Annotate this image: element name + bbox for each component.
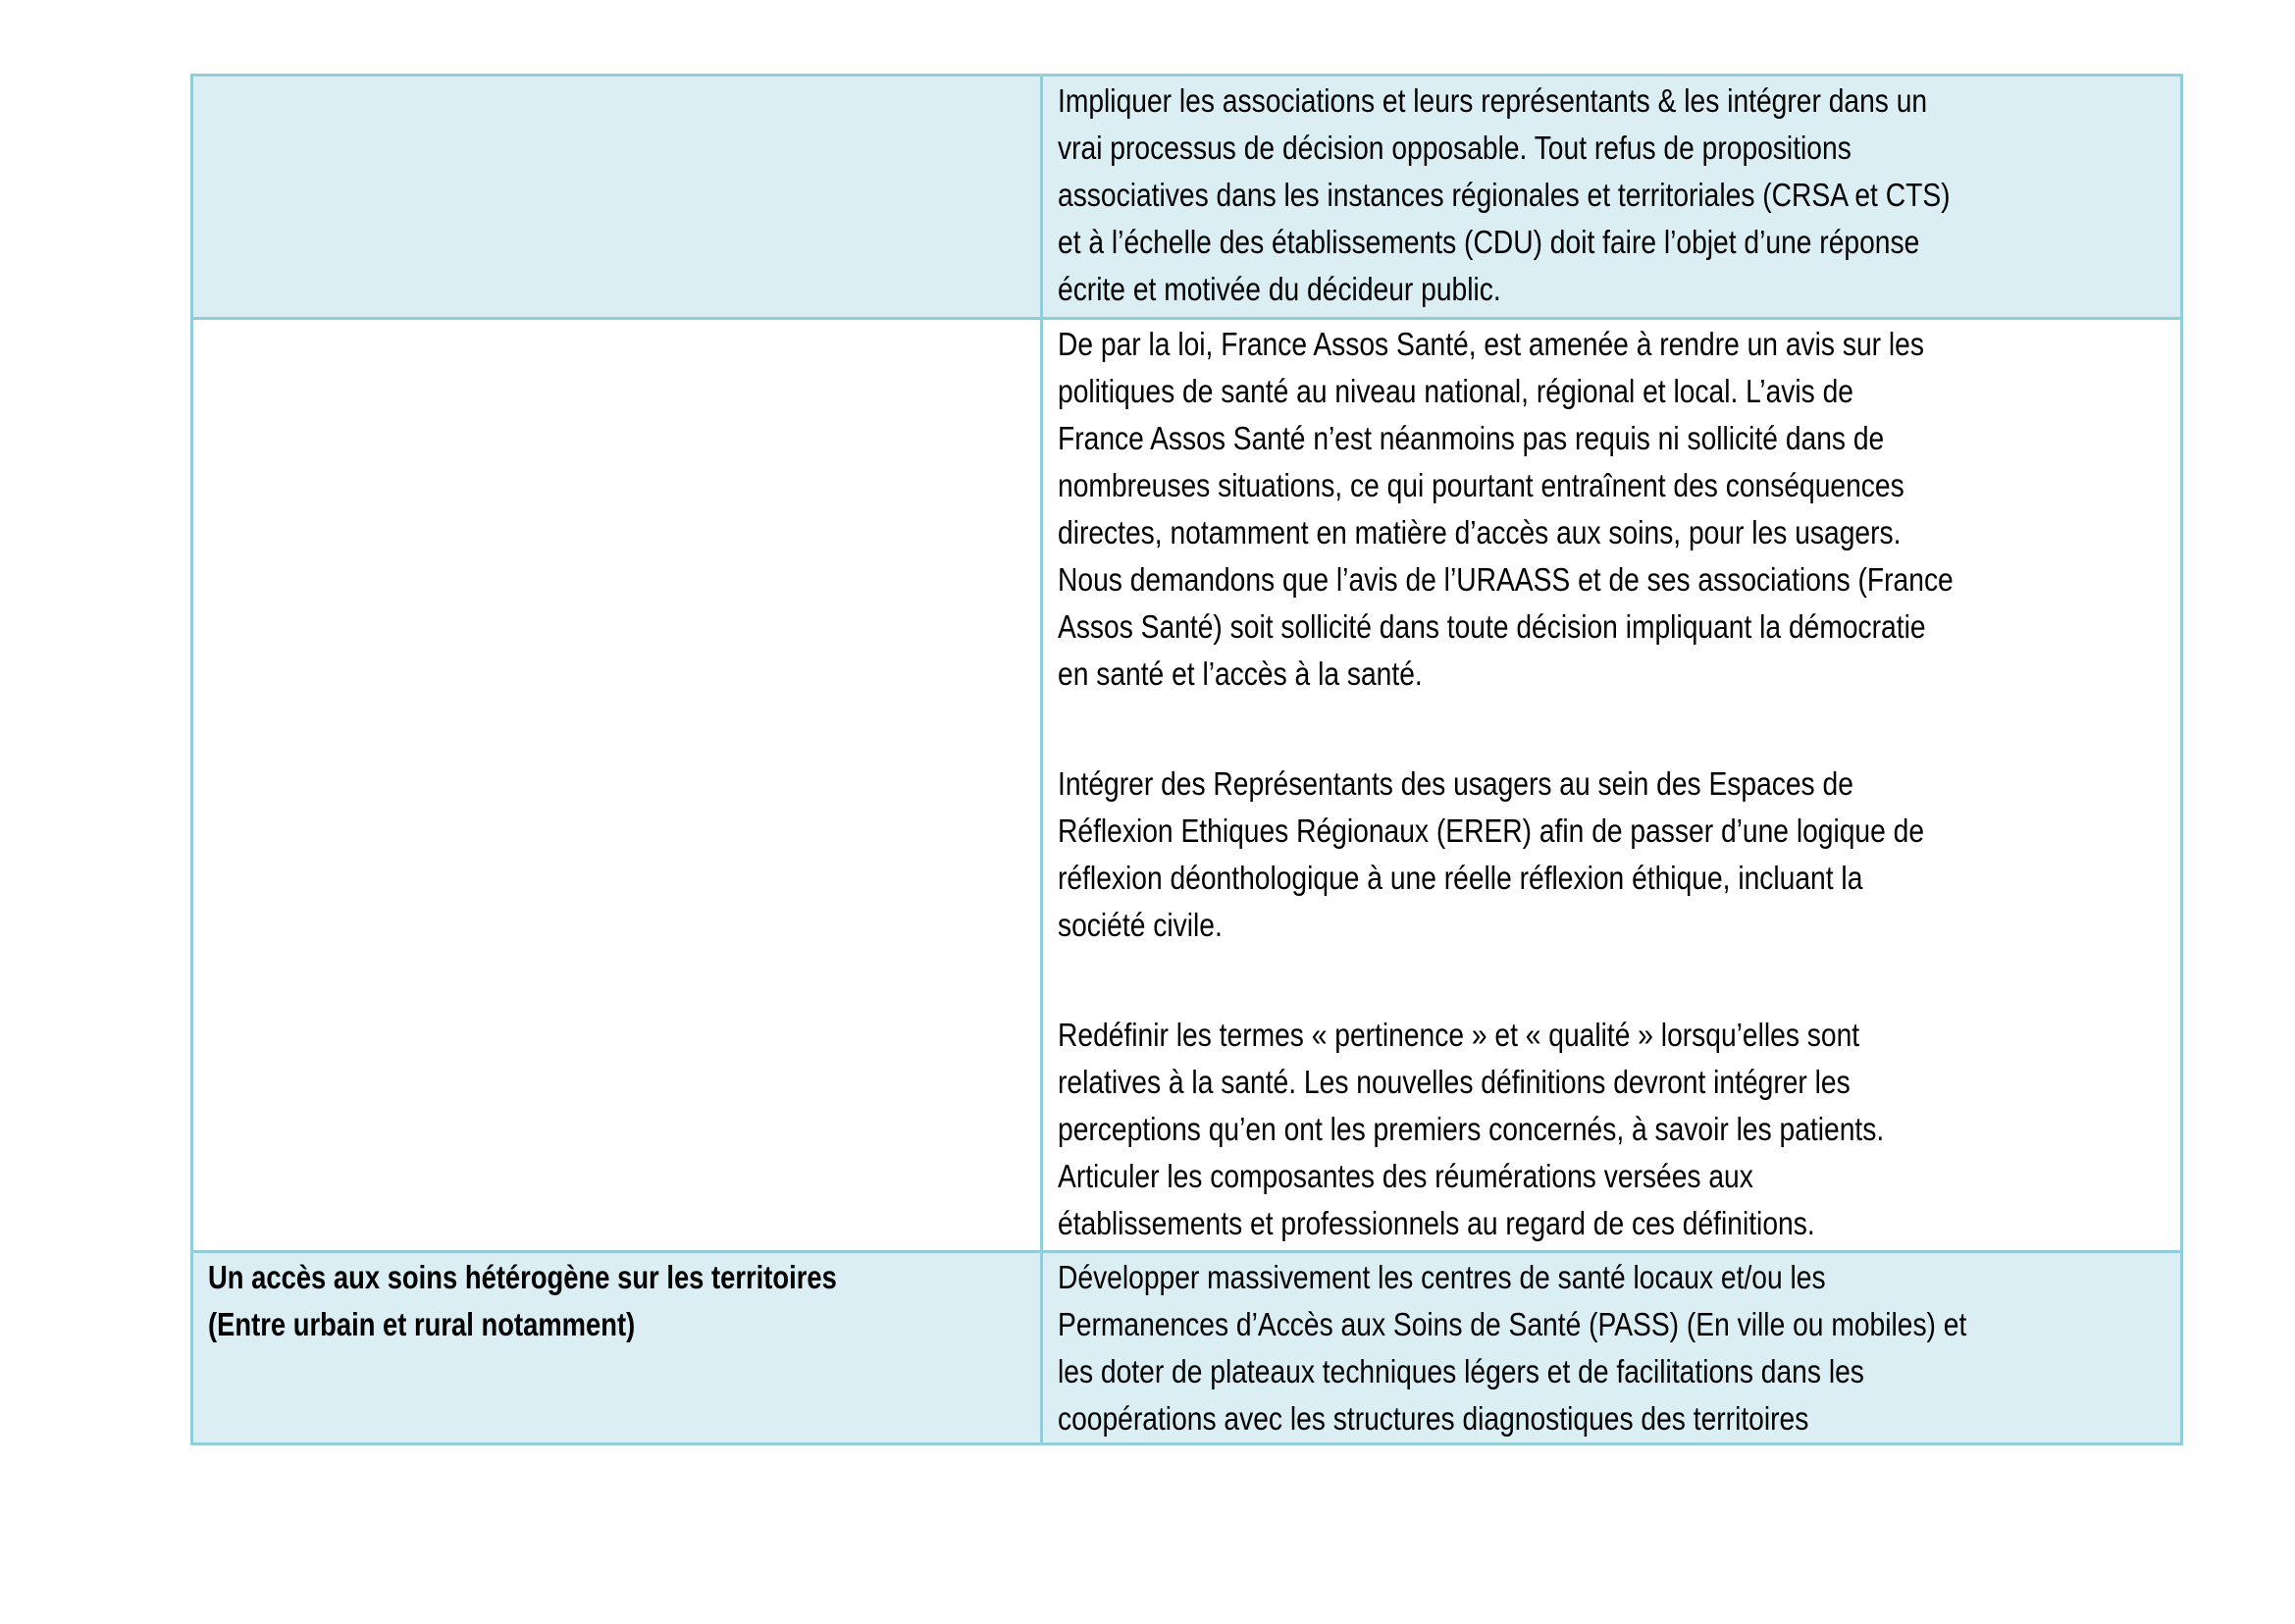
issue-cell [192, 1252, 1042, 1444]
text-line: Nous demandons que l’avis de l’URAASS et de ses associations (France [1058, 561, 1954, 598]
text-line: Développer massivement les centres de santé locaux et/ou les [1058, 1259, 1826, 1295]
text-line: Permanences d’Accès aux Soins de Santé (PASS) (En ville ou mobiles) et [1058, 1306, 1967, 1342]
text-line: directes, notamment en matière d’accès aux soins, pour les usagers. [1058, 514, 1902, 550]
text-line: relatives à la santé. Les nouvelles définitions devront intégrer les [1058, 1064, 1851, 1100]
table-row [192, 1252, 2182, 1444]
text-line: Articuler les composantes des réumérations versées aux [1058, 1158, 1753, 1194]
text-line: politiques de santé au niveau national, régional et local. L’avis de [1058, 373, 1853, 409]
issue-cell [192, 319, 1042, 1252]
table-row [192, 319, 2182, 1252]
text-line: écrite et motivée du décideur public. [1058, 271, 1501, 307]
text-line: Assos Santé) soit sollicité dans toute décision impliquant la démocratie [1058, 608, 1926, 645]
issue-heading-line: (Entre urbain et rural notamment) [208, 1306, 636, 1342]
text-line: De par la loi, France Assos Santé, est amenée à rendre un avis sur les [1058, 326, 1924, 362]
text-line: Réflexion Ethiques Régionaux (ERER) afin de passer d’une logique de [1058, 812, 1925, 849]
text-line: et à l’échelle des établissements (CDU) doit faire l’objet d’une réponse [1058, 224, 1920, 260]
text-line: Intégrer des Représentants des usagers au sein des Espaces de [1058, 765, 1853, 802]
text-line: nombreuses situations, ce qui pourtant entraînent des conséquences [1058, 467, 1904, 503]
text-line: associatives dans les instances régionales et territoriales (CRSA et CTS) [1058, 177, 1951, 213]
proposal-paragraph [1058, 1012, 2172, 1247]
proposal-paragraph [1058, 1254, 2172, 1442]
proposal-paragraph [1058, 760, 2172, 949]
text-line: en santé et l’accès à la santé. [1058, 655, 1423, 692]
proposal-cell [1042, 319, 2182, 1252]
text-line: établissements et professionnels au regard de ces définitions. [1058, 1205, 1815, 1241]
proposal-cell [1042, 76, 2182, 319]
proposal-cell [1042, 1252, 2182, 1444]
text-line: perceptions qu’en ont les premiers concernés, à savoir les patients. [1058, 1111, 1885, 1147]
issue-heading-line: Un accès aux soins hétérogène sur les territoires [208, 1259, 837, 1295]
table-row [192, 76, 2182, 319]
proposal-paragraph [1058, 321, 2172, 698]
issue-heading [208, 1254, 1032, 1348]
proposal-paragraph [1058, 78, 2172, 313]
text-line: réflexion déonthologique à une réelle réflexion éthique, incluant la [1058, 860, 1863, 896]
text-line: Impliquer les associations et leurs représentants & les intégrer dans un [1058, 82, 1928, 119]
text-line: Redéfinir les termes « pertinence » et « qualité » lorsqu’elles sont [1058, 1017, 1860, 1053]
text-line: coopérations avec les structures diagnostiques des territoires [1058, 1400, 1809, 1437]
text-line: France Assos Santé n’est néanmoins pas requis ni sollicité dans de [1058, 420, 1885, 456]
text-line: vrai processus de décision opposable. Tout refus de propositions [1058, 130, 1852, 166]
issue-cell [192, 76, 1042, 319]
text-line: les doter de plateaux techniques légers et de facilitations dans les [1058, 1353, 1864, 1389]
text-line: société civile. [1058, 907, 1223, 943]
proposals-table [190, 74, 2183, 1445]
